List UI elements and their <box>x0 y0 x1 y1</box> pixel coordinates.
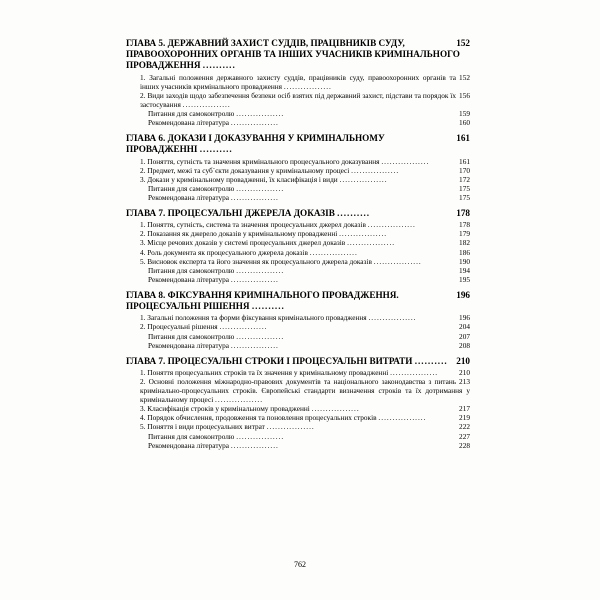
toc-entry[interactable] <box>126 441 470 450</box>
toc-entry-label: 1. Поняття процесуальних строків та їх значення у кримінальному провадженні <box>140 367 389 377</box>
toc-entry-page: 213 <box>459 376 470 386</box>
toc-chapter <box>126 290 470 350</box>
toc-leader-dots: ................. <box>236 265 285 275</box>
toc-entry[interactable] <box>126 118 470 127</box>
toc-leader-dots: ................. <box>283 81 332 91</box>
toc-entry-page: 159 <box>459 108 470 118</box>
toc-entry[interactable] <box>126 238 470 247</box>
toc-leader-dots: .......... <box>251 301 285 312</box>
toc-entry[interactable] <box>126 91 470 109</box>
toc-entry-page: 160 <box>459 118 470 128</box>
toc-leader-dots: ................. <box>215 395 264 405</box>
toc-entry-label: 4. Роль документа як процесуального джерела доказів <box>140 247 308 257</box>
toc-entry-label: 3. Класифікація строків у кримінальному провадженні <box>140 404 310 414</box>
toc-entry[interactable] <box>126 341 470 350</box>
toc-entry-page: 186 <box>459 247 470 257</box>
toc-leader-dots: ................. <box>236 183 285 193</box>
toc-entry[interactable] <box>126 266 470 275</box>
toc-entry-label: Рекомендована література <box>148 274 229 284</box>
toc-entry[interactable] <box>126 175 470 184</box>
toc-chapter-heading[interactable] <box>126 290 470 312</box>
toc-chapter-page: 210 <box>456 355 470 366</box>
toc-leader-dots: ................. <box>351 165 400 175</box>
toc-leader-dots: ................. <box>309 247 358 257</box>
toc-chapter-label: ГЛАВА 7. ПРОЦЕСУАЛЬНІ ДЖЕРЕЛА ДОКАЗІВ <box>126 208 335 219</box>
toc-entry-label: 2. Процесуальні рішення <box>140 322 218 332</box>
toc-entry-page: 178 <box>459 220 470 230</box>
toc-entry-page: 194 <box>459 265 470 275</box>
toc-chapter-page: 196 <box>456 289 470 300</box>
toc-chapter-heading[interactable] <box>126 356 470 367</box>
toc-leader-dots: ................. <box>378 413 427 423</box>
toc-entry-page: 207 <box>459 331 470 341</box>
toc-entry-page: 195 <box>459 274 470 284</box>
toc-entry-label: Рекомендована література <box>148 340 229 350</box>
toc-entry-label: 3. Місце речових доказів у системі процесуальних джерел доказів <box>140 238 346 248</box>
toc-entry-label: Питання для самоконтролю <box>148 431 235 441</box>
toc-leader-dots: ................. <box>311 404 360 414</box>
toc-leader-dots: ................. <box>236 331 285 341</box>
toc-entry[interactable] <box>126 248 470 257</box>
toc-chapter-page: 178 <box>456 208 470 219</box>
toc-entry-page: 227 <box>459 431 470 441</box>
toc-leader-dots: .......... <box>199 144 233 155</box>
toc-entry-page: 217 <box>459 404 470 414</box>
toc-entry-page: 179 <box>459 229 470 239</box>
toc-entry-label: 3. Докази у кримінальному провадженні, їх класифікація і види <box>140 174 338 184</box>
toc-leader-dots: ................. <box>230 440 279 450</box>
toc-entry-label: Рекомендована література <box>148 118 229 128</box>
toc-chapter <box>126 38 470 127</box>
toc-chapter-heading[interactable] <box>126 38 470 72</box>
toc-entry[interactable] <box>126 257 470 266</box>
toc-leader-dots: ................. <box>368 313 417 323</box>
toc-entry-page: 219 <box>459 413 470 423</box>
toc-leader-dots: ................. <box>219 322 268 332</box>
toc-entry[interactable] <box>126 220 470 229</box>
toc-entry-label: 1. Загальні положення та форми фіксування кримінального провадження <box>140 313 367 323</box>
toc-entry-page: 152 <box>459 72 470 82</box>
toc-entry-page: 175 <box>459 192 470 202</box>
toc-entry-label: 1. Поняття, сутність, система та значення процесуальних джерел доказів <box>140 220 366 230</box>
toc-entry-page: 182 <box>459 238 470 248</box>
toc-entry-label: 1. Поняття, сутність та значення кримінального процесуального доказування <box>140 156 380 166</box>
toc-entry-page: 170 <box>459 165 470 175</box>
toc-entry-label: 1. Загальні положення державного захисту суддів, працівників суду, правоохоронних органів та інших учасників кримінального провадження <box>140 72 457 91</box>
toc-entry-label: Питання для самоконтролю <box>148 183 235 193</box>
toc-entry-label: Питання для самоконтролю <box>148 331 235 341</box>
toc-leader-dots: ................. <box>390 367 439 377</box>
toc-leader-dots: ................. <box>182 99 231 109</box>
toc-entry[interactable] <box>126 313 470 322</box>
toc-entry[interactable] <box>126 73 470 91</box>
toc-entry-page: 156 <box>459 90 470 100</box>
toc-entry[interactable] <box>126 193 470 202</box>
toc-entry[interactable] <box>126 432 470 441</box>
toc-entry-page: 196 <box>459 313 470 323</box>
toc-leader-dots: ................. <box>339 229 388 239</box>
toc-leader-dots: ................. <box>266 422 315 432</box>
toc-entry-page: 204 <box>459 322 470 332</box>
toc-entry-label: Рекомендована література <box>148 440 229 450</box>
toc-entry-label: 5. Поняття і види процесуальних витрат <box>140 422 265 432</box>
toc-entry-label: Питання для самоконтролю <box>148 108 235 118</box>
toc-leader-dots: ................. <box>230 340 279 350</box>
toc-leader-dots: ................. <box>230 274 279 284</box>
toc-chapter-label: ГЛАВА 5. ДЕРЖАВНИЙ ЗАХИСТ СУДДІВ, ПРАЦІВНИКІВ СУДУ, ПРАВООХОРОННИХ ОРГАНІВ ТА ІНШИХ УЧАСНИКІВ КРИМІНАЛЬНОГО ПРОВАДЖЕННЯ <box>126 38 460 71</box>
toc-entry-label: 5. Висновок експерта та його значення як процесуального джерела доказів <box>140 256 372 266</box>
toc-chapter-page: 152 <box>456 38 470 48</box>
toc-chapter <box>126 356 470 450</box>
toc-leader-dots: ................. <box>230 118 279 128</box>
toc-entry[interactable] <box>126 422 470 431</box>
toc-leader-dots: ................. <box>367 220 416 230</box>
toc-leader-dots: ................. <box>381 156 430 166</box>
toc-entry-page: 210 <box>459 367 470 377</box>
toc-chapter-label: ГЛАВА 6. ДОКАЗИ І ДОКАЗУВАННЯ У КРИМІНАЛЬНОМУ ПРОВАДЖЕННІ <box>126 133 385 155</box>
toc-entry[interactable] <box>126 166 470 175</box>
toc-entry[interactable] <box>126 157 470 166</box>
page-number: 762 <box>294 560 306 569</box>
toc-entry[interactable] <box>126 109 470 118</box>
toc-entry-label: 2. Основні положення міжнародно-правових документів та національного законодавства з питань кримінально-процесуальних строків. Європейські стандарти визначення строків та їх дотримання у кримінальному процесі <box>140 376 470 405</box>
toc-chapter-heading[interactable] <box>126 208 470 219</box>
toc-leader-dots: .......... <box>202 60 236 71</box>
toc-leader-dots: .......... <box>414 355 448 366</box>
toc-entry-label: Рекомендована література <box>148 192 229 202</box>
toc-chapter-label: ГЛАВА 8. ФІКСУВАННЯ КРИМІНАЛЬНОГО ПРОВАДЖЕННЯ. ПРОЦЕСУАЛЬНІ РІШЕННЯ <box>126 289 399 312</box>
toc-entry[interactable] <box>126 368 470 377</box>
toc-leader-dots: ................. <box>339 174 388 184</box>
toc-entry-label: 4. Порядок обчислення, продовження та поновлення процесуальних строків <box>140 413 377 423</box>
toc-entry-label: 2. Види заходів щодо забезпечення безпеки осіб взятих під державний захист, підстави та порядок їх застосування <box>140 90 457 109</box>
toc-entry-page: 175 <box>459 183 470 193</box>
toc-entry-page: 228 <box>459 440 470 450</box>
toc-leader-dots: ................. <box>373 256 422 266</box>
toc-entry-page: 190 <box>459 256 470 266</box>
toc-entry-page: 208 <box>459 340 470 350</box>
toc-entry[interactable] <box>126 332 470 341</box>
toc-entry[interactable] <box>126 322 470 331</box>
toc-entry[interactable] <box>126 377 470 404</box>
toc-leader-dots: ................. <box>236 108 285 118</box>
toc-chapter <box>126 133 470 202</box>
toc-leader-dots: ................. <box>236 431 285 441</box>
table-of-contents <box>126 38 470 450</box>
toc-chapter <box>126 208 470 284</box>
toc-chapter-label: ГЛАВА 7. ПРОЦЕСУАЛЬНІ СТРОКИ І ПРОЦЕСУАЛЬНІ ВИТРАТИ <box>126 355 413 366</box>
toc-leader-dots: .......... <box>337 208 371 219</box>
toc-leader-dots: ................. <box>230 192 279 202</box>
toc-chapter-heading[interactable] <box>126 133 470 155</box>
toc-entry[interactable] <box>126 275 470 284</box>
toc-entry[interactable] <box>126 404 470 413</box>
toc-entry-label: 2. Показання як джерело доказів у кримінальному провадженні <box>140 229 338 239</box>
toc-entry-label: 2. Предмет, межі та суб`єкти доказування у кримінальному процесі <box>140 165 350 175</box>
toc-leader-dots: ................. <box>347 238 396 248</box>
toc-entry[interactable] <box>126 413 470 422</box>
toc-entry-page: 161 <box>459 156 470 166</box>
toc-entry-label: Питання для самоконтролю <box>148 265 235 275</box>
toc-entry-page: 222 <box>459 422 470 432</box>
toc-entry-page: 172 <box>459 174 470 184</box>
toc-chapter-page: 161 <box>456 133 470 144</box>
toc-entry[interactable] <box>126 184 470 193</box>
toc-entry[interactable] <box>126 229 470 238</box>
